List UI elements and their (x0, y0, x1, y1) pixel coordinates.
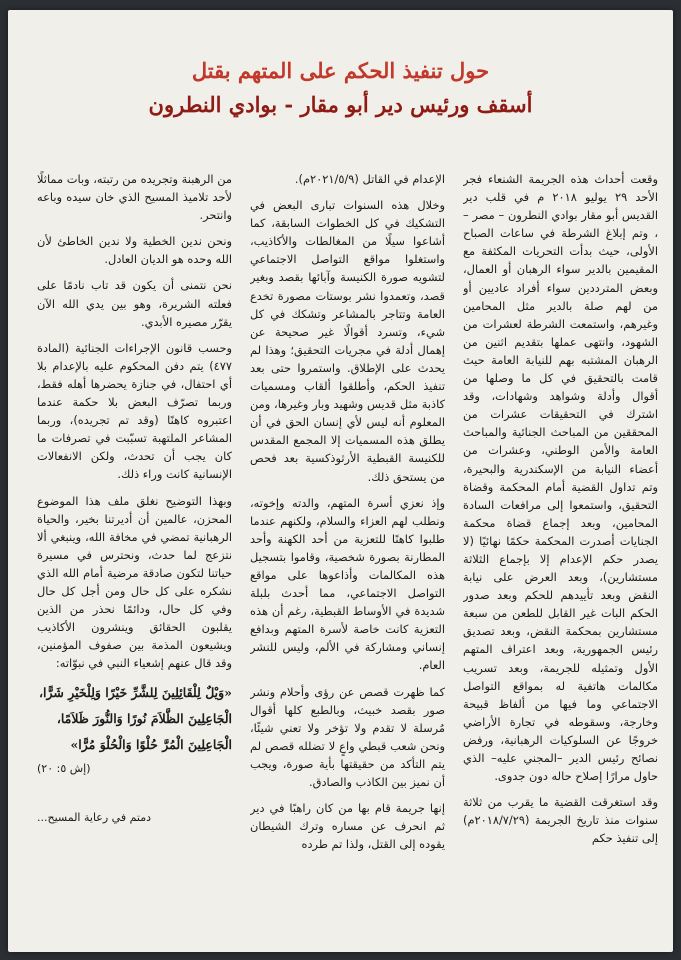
scripture-verse-line: «وَيْلٌ لِلْقَائِلِينَ لِلشَّرِّ خَيْرًا وَلِلْخَيْرِ شَرًّا، (39, 685, 232, 701)
paragraph: وبهذا التوضيح نغلق ملف هذا الموضوع المحزن، عالمين أن أديرتنا بخير، والحياة الرهبانية تمضي في مخافة الله، وينبغي ألا نتزعج لما حدث، ونحترس في مسيرة حياتنا لتكون صادقة مرضية أمام الله الذي نشكره على كل حال ومن أجل كل حال وفي كل حال، ودائمًا نحذر من الذين يقلبون الحقائق وينشرون الأكاذيب ويشيعون المذمة بين صفوف المؤمنين، وقد قال عنهم إشعياء النبي في نبوّاته: (37, 493, 232, 671)
paragraph: وإذ نعزي أسرة المتهم، والدته وإخوته، ونطلب لهم العزاء والسلام، ولكنهم عندما طلبوا كاهنًا للتعزية من أحد الكهنة وأحد المطارنة بصورة شخصية، وقاموا بتسجيل هذه المكالمات وأذاعوها على مواقع التواصل الاجتماعي، مما أحدث بلبلة شديدة في الأوساط القبطية، رغم أن هذه التعزية كانت خاصة لأسرة المتهم وبدافع إنساني ومشاركة في الألم، وليس للنشر العام. (250, 495, 445, 673)
scripture-verse-line: الْجَاعِلِينَ الْمُرَّ حُلْوًا وَالْحُلْوَ مُرًّا» (70, 737, 232, 753)
paragraph: كما ظهرت قصص عن رؤى وأحلام ونشر صور بقصد خبيث، وبالطبع كلها أقوال مُرسلة لا تقدم ولا تؤخر ولا تعني شيئًا، ونحن شعب قبطي واعٍ لا تضلله قصص لم يتم التأكد من حقيقتها بأية صورة، ويجب أن نميز بين الكاذب والصادق. (250, 684, 445, 789)
scripture-verse-line: الْجَاعِلِينَ الظَّلاَمَ نُورًا وَالنُّورَ ظَلاَمًا، (56, 711, 232, 727)
article-page (8, 10, 673, 952)
headline-line-2: أسقف ورئيس دير أبو مقار - بوادي النطرون (148, 92, 533, 117)
paragraph: ونحن ندين الخطية ولا ندين الخاطئ لأن الله وحده هو الديان العادل. (37, 234, 232, 267)
paragraph: من الرهبنة وتجريده من رتبته، وبات مماثلًا لأحد تلاميذ المسيح الذي خان سيده وباعه وانتحر. (37, 172, 232, 223)
closing-line: دمتم في رعاية المسيح... (37, 810, 152, 824)
column-right (463, 170, 658, 940)
headline-line-1: حول تنفيذ الحكم على المتهم بقتل (191, 58, 490, 83)
paragraph: الإعدام في القاتل (٢٠٢١/٥/٩م). (294, 172, 445, 186)
column-left (37, 170, 232, 940)
article-headline (8, 54, 673, 122)
scripture-reference: (إش ٥: ٢٠) (37, 762, 91, 776)
paragraph: إنها جريمة قام بها من كان راهبًا في دير ثم انحرف عن مساره وترك الشيطان يقوده إلى القتل، ولذا تم طرده (250, 801, 445, 852)
paragraph: وقعت أحداث هذه الجريمة الشنعاء فجر الأحد ٢٩ يوليو ٢٠١٨ م في قلب دير القديس أبو مقار بوادي النطرون – مصر – ، وتم إبلاغ الشرطة في ساعات الصباح الأولى، حيث بدأت التحريات المكثفة مع المقيمين بالدير سواء الرهبان أو العمال، وبعض المترددين سواء أفراد عاديين أو من لهم صلة بالدير مثل المحامين وغيرهم، واستمعت الشرطة لعشرات من الشهود، وانتهى عملها بتقديم اثنين من الرهبان المشتبه بهم للنيابة العامة حيث قامت بالتحقيق في كل ما وصلها من أقوال وأدلة وشواهد وشهادات، وقد اشترك في التحقيقات عشرات من المحققين من المباحث الجنائية والمباحث العامة والأمن الوطني، وعشرات من أعضاء النيابة من الإسكندرية والبحيرة، وتم تداول القضية أمام المحكمة وقضاة التحقيق، واستمعوا إلى مرافعات السادة المحامين، وبعد إجماع قضاة محكمة الجنايات أصدرت المحكمة حكمًا نهائيًا (لا يصدر حكم الإعدام إلا بإجماع الثلاثة مستشارين)، وبعد العرض على نيابة النقض وبعد تأييدهم للحكم وبعد صدور الحكم البات غير القابل للطعن من سبعة مستشارين بمحكمة النقض، وبعد تصديق رئيس الجمهورية، وبعد اعتراف المتهم الأول وتمثيله للجريمة، وبعد تسريب مكالمات هاتفية له بمواقع التواصل الاجتماعي وما فيها من ألفاظ قبيحة وخارجة، وسقوطه في تجارة الأراضي خروجًا عن السلوكيات الرهبانية، ورفض نصائح رئيس الدير –المجني عليه– الذي حاول مرارًا إصلاح حاله دون جدوى. (463, 172, 658, 784)
paragraph: وقد استغرقت القضية ما يقرب من ثلاثة سنوات منذ تاريخ الجريمة (٢٠١٨/٧/٢٩م) إلى تنفيذ حكم (463, 795, 658, 846)
column-middle (250, 170, 445, 940)
paragraph: وحسب قانون الإجراءات الجنائية (المادة ٤٧٧) يتم دفن المحكوم عليه بالإعدام بلا أي احتفال، في جنازة يحضرها أهله فقط، وربما تصرّف البعض بلا حكمة عندما اعتبروه كاهنًا (وقد تم تجريده)، وربما المشاعر الملتهبة تسبّبت في تصرفات ما كان يجب أن تحدث، ولكن الانفعالات الإنسانية كانت وراء ذلك. (37, 340, 232, 482)
paragraph: وخلال هذه السنوات تبارى البعض في التشكيك في كل الخطوات السابقة، كما أشاعوا سيلًا من المغالطات والأكاذيب، واستغلوا مواقع التواصل الاجتماعي لتشويه صورة الكنيسة وآبائها بقصد وبغير قصد، وتعمدوا نشر بوستات مصورة تخدع العامة وتتاجر بالمشاعر وتشكك في كل شيء، وتسرد أقوالًا غير صحيحة عن إهمال أدلة في مجريات التحقيق؛ وهذا لم يحدث على الإطلاق. واستمروا حتى بعد تنفيذ الحكم، وأطلقوا ألقاب ومسميات كاذبة مثل قديس وشهيد وبار وغيرها، ومن المعلوم أنه ليس لأي إنسان الحق في أن يطلق هذه المسميات إلا المجمع المقدس للكنيسة القبطية الأرثوذكسية بعد فحص من يستحق ذلك. (250, 198, 445, 484)
article-columns (28, 170, 658, 940)
paragraph: نحن نتمنى أن يكون قد تاب نادمًا على فعلته الشريرة، وهو بين يدي الله الآن يقرّر مصيره الأبدي. (37, 278, 232, 329)
